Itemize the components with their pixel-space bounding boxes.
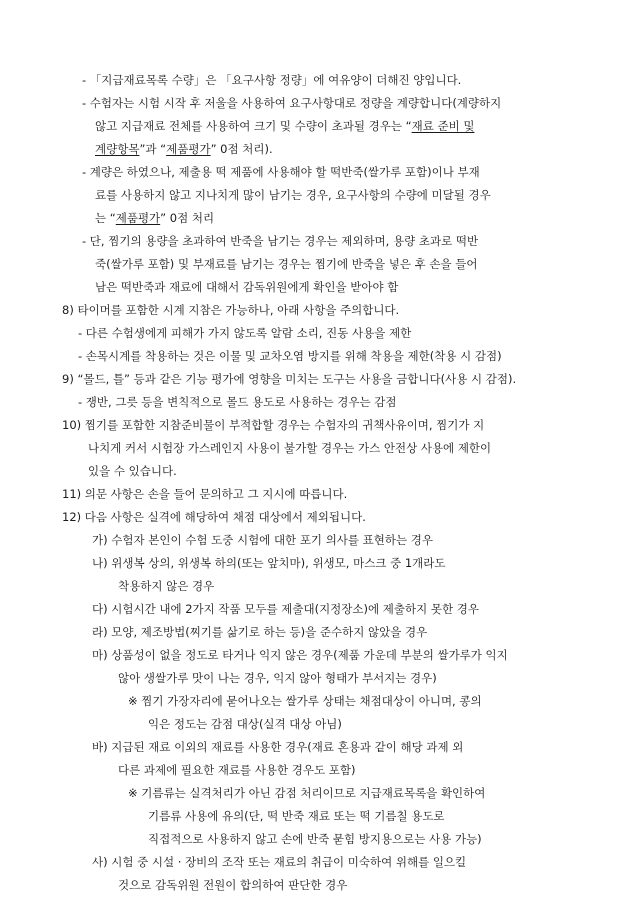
text-line: 것으로 감독위원 전원이 합의하여 판단한 경우 <box>118 878 348 892</box>
text-line: 다른 과제에 필요한 재료를 사용한 경우도 포함) <box>118 763 356 777</box>
text-line: 마) 상품성이 없을 정도로 타거나 익지 않은 경우(제품 가운데 부분의 쌀가루가 익지 <box>92 648 508 662</box>
underlined-text: 제품평가 <box>166 142 211 156</box>
text-line: 라) 모양, 제조방법(찌기를 삶기로 하는 등)을 준수하지 않았을 경우 <box>92 625 428 639</box>
underlined-text: 계량항목 <box>95 142 140 156</box>
text-line: 8) 타이머를 포함한 시계 지참은 가능하나, 아래 사항을 주의합니다. <box>62 303 400 317</box>
text-line: 다) 시험시간 내에 2가지 작품 모두를 제출대(지정장소)에 제출하지 못한 경우 <box>92 602 479 616</box>
text-line <box>95 141 273 157</box>
text-line: 익은 정도는 감점 대상(실격 대상 아님) <box>148 717 342 731</box>
text-line: - 계량은 하였으나, 제출용 떡 제품에 사용해야 할 떡반죽(쌀가루 포함)이나 부재 <box>82 165 480 179</box>
text-line: 나) 위생복 상의, 위생복 하의(또는 앞치마), 위생모, 마스크 중 1개라도 <box>92 556 446 570</box>
text-line: - 손목시계를 착용하는 것은 이물 및 교차오염 방지를 위해 착용을 제한(착용 시 감점) <box>78 349 502 363</box>
text-line: 10) 찜기를 포함한 지참준비물이 부적합할 경우는 수험자의 귀책사유이며, 찜기가 지 <box>62 418 485 432</box>
text-run: 않고 지급재료 전체를 사용하여 크기 및 수량이 초과될 경우는 “ <box>95 119 412 133</box>
text-line: 있을 수 있습니다. <box>88 464 177 478</box>
text-line: 남은 떡반죽과 재료에 대해서 감독위원에게 확인을 받아야 함 <box>95 280 399 294</box>
text-line: 9) “몰드, 틀” 등과 같은 기능 평가에 영향을 미치는 도구는 사용을 금합니다(사용 시 감점). <box>62 372 517 386</box>
text-run: 는 “ <box>95 211 116 225</box>
text-run: ”과 “ <box>139 142 167 156</box>
text-line: ※ 기름류는 실격처리가 아닌 감점 처리이므로 지급재료목록을 확인하여 <box>128 786 486 800</box>
text-line: - 단, 찜기의 용량을 초과하여 반죽을 남기는 경우는 제외하며, 용량 초과로 떡반 <box>82 234 479 248</box>
text-line: 죽(쌀가루 포함) 및 부재료를 남기는 경우는 찜기에 반죽을 넣은 후 손을 들어 <box>95 257 478 271</box>
text-line: 사) 시험 중 시설 · 장비의 조작 또는 재료의 취급이 미숙하여 위해를 일으킬 <box>92 855 467 869</box>
text-line: 료를 사용하지 않고 지나치게 많이 남기는 경우, 요구사항의 수량에 미달될 경우 <box>95 188 491 202</box>
text-line: 기름류 사용에 유의(단, 떡 반죽 재료 또는 떡 기름칠 용도로 <box>148 809 445 823</box>
text-line: - 다른 수험생에게 피해가 가지 않도록 알람 소리, 진동 사용을 제한 <box>78 326 412 340</box>
text-line: 착용하지 않은 경우 <box>118 579 215 593</box>
text-line: 가) 수험자 본인이 수험 도중 시험에 대한 포기 의사를 표현하는 경우 <box>92 533 433 547</box>
text-run: ” 0점 처리). <box>210 142 273 156</box>
text-run: ” 0점 처리 <box>160 211 215 225</box>
text-line: 11) 의문 사항은 손을 들어 문의하고 그 지시에 따릅니다. <box>62 487 348 501</box>
text-line: 바) 지급된 재료 이외의 재료를 사용한 경우(재료 혼용과 같이 해당 과제 외 <box>92 740 464 754</box>
text-line: 않아 생쌀가루 맛이 나는 경우, 익지 않아 형태가 부서지는 경우) <box>118 671 437 685</box>
text-line <box>95 118 474 134</box>
text-line: - 쟁반, 그릇 등을 변칙적으로 몰드 용도로 사용하는 경우는 감점 <box>78 395 397 409</box>
text-line <box>95 210 214 226</box>
underlined-text: 제품평가 <box>115 211 161 225</box>
underlined-text: 재료 준비 및 <box>411 119 475 133</box>
text-line: 나치게 커서 시험장 가스레인지 사용이 불가할 경우는 가스 안전상 사용에 제한이 <box>88 441 492 455</box>
text-line: - 수험자는 시험 시작 후 저울을 사용하여 요구사항대로 정량을 계량합니다(계량하지 <box>82 96 502 110</box>
text-line: ※ 찜기 가장자리에 묻어나오는 쌀가루 상태는 채점대상이 아니며, 콩의 <box>128 694 482 708</box>
text-line: - 「지급재료목록 수량」은 「요구사항 정량」에 여유양이 더해진 양입니다. <box>82 73 462 87</box>
text-line: 12) 다음 사항은 실격에 해당하여 채점 대상에서 제외됩니다. <box>62 510 366 524</box>
text-line: 직접적으로 사용하지 않고 손에 반죽 묻힘 방지용으로는 사용 가능) <box>148 832 482 846</box>
